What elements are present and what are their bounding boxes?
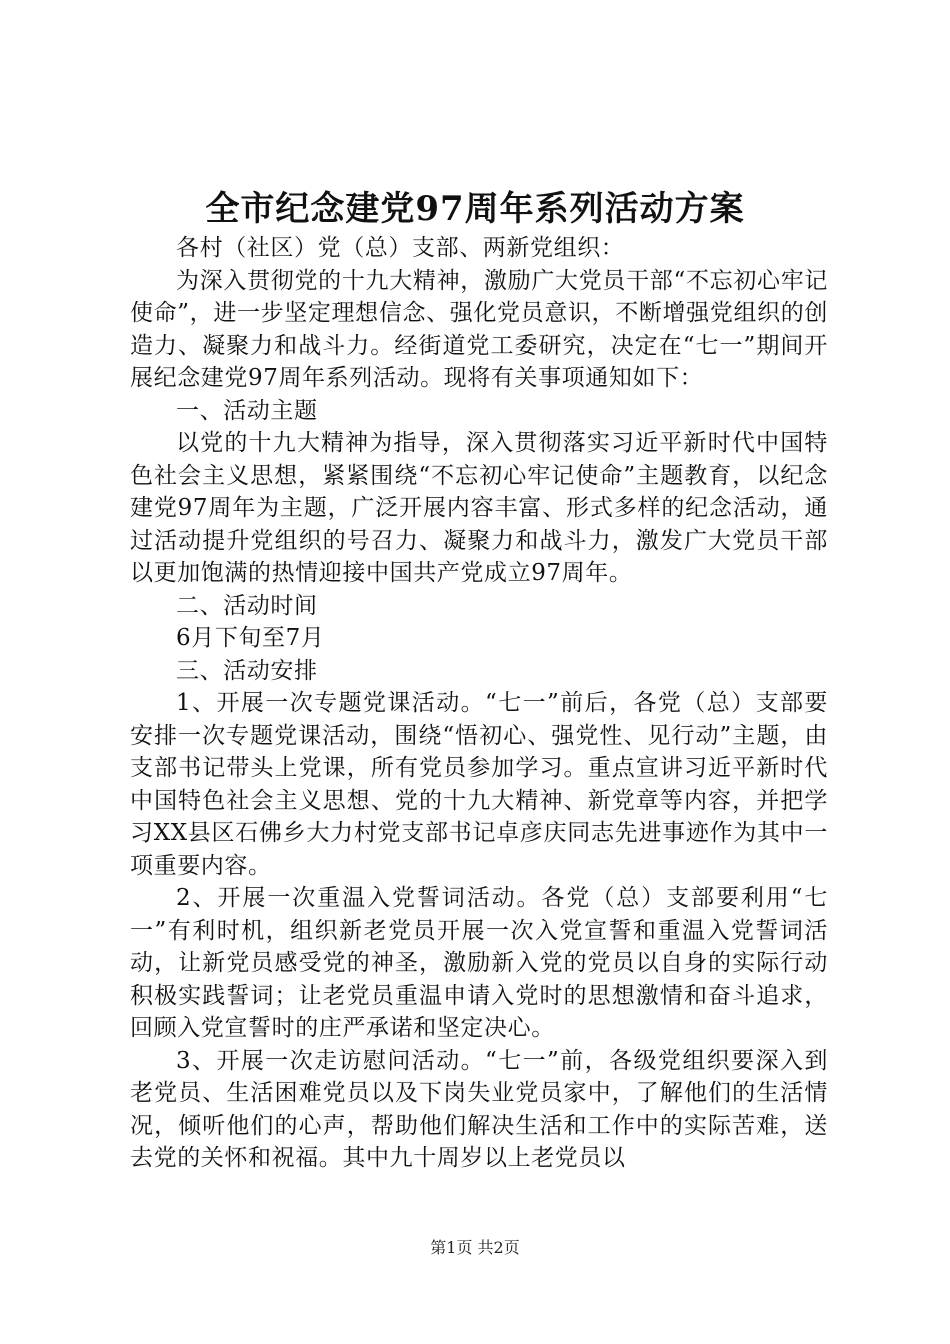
section-heading-arrangement: 三、活动安排: [176, 657, 318, 684]
section-heading-theme: 一、活动主题: [176, 397, 318, 424]
arrangement-item-1: 1、开展一次专题党课活动。“七一”前后，各党（总）支部要安排一次专题党课活动，围绕“悟初心、强党性、见行动”主题，由支部书记带头上党课，所有党员参加学习。重点宣讲习近平新时代中国特色社会主义思想、党的十九大精神、新党章等内容，并把学习XX县区石佛乡大力村党支部书记卓彦庆同志先进事迹作为其中一项重要内容。: [130, 690, 828, 879]
salutation-paragraph: 各村（社区）党（总）支部、两新党组织：: [176, 235, 625, 261]
arrangement-item-3: 3、开展一次走访慰问活动。“七一”前，各级党组织要深入到老党员、生活困难党员以及下岗失业党员家中，了解他们的生活情况，倾听他们的心声，帮助他们解决生活和工作中的实际苦难，送去党的关怀和祝福。其中九十周岁以上老党员以: [130, 1047, 828, 1171]
section-heading-time: 二、活动时间: [176, 592, 318, 619]
document-body: [130, 232, 828, 1175]
arrangement-item-2: 2、开展一次重温入党誓词活动。各党（总）支部要利用“七一”有利时机，组织新老党员开展一次入党宣誓和重温入党誓词活动，让新党员感受党的神圣，激励新入党的党员以自身的实际行动积极实践誓词；让老党员重温申请入党时的思想激情和奋斗追求，回顾入党宣誓时的庄严承诺和坚定决心。: [130, 885, 828, 1041]
document-title: 全市纪念建党97周年系列活动方案: [205, 189, 745, 229]
theme-paragraph: 以党的十九大精神为指导，深入贯彻落实习近平新时代中国特色社会主义思想，紧紧围绕“不忘初心牢记使命”主题教育，以纪念建党97周年为主题，广泛开展内容丰富、形式多样的纪念活动，通过活动提升党组织的号召力、凝聚力和战斗力，激发广大党员干部以更加饱满的热情迎接中国共产党成立97周年。: [130, 430, 828, 586]
intro-paragraph: 为深入贯彻党的十九大精神，激励广大党员干部“不忘初心牢记使命”，进一步坚定理想信念、强化党员意识，不断增强党组织的创造力、凝聚力和战斗力。经街道党工委研究，决定在“七一”期间开展纪念建党97周年系列活动。现将有关事项通知如下：: [130, 267, 828, 391]
time-paragraph: 6月下旬至7月: [176, 625, 325, 651]
page-indicator: 第1页 共2页: [430, 1238, 520, 1257]
